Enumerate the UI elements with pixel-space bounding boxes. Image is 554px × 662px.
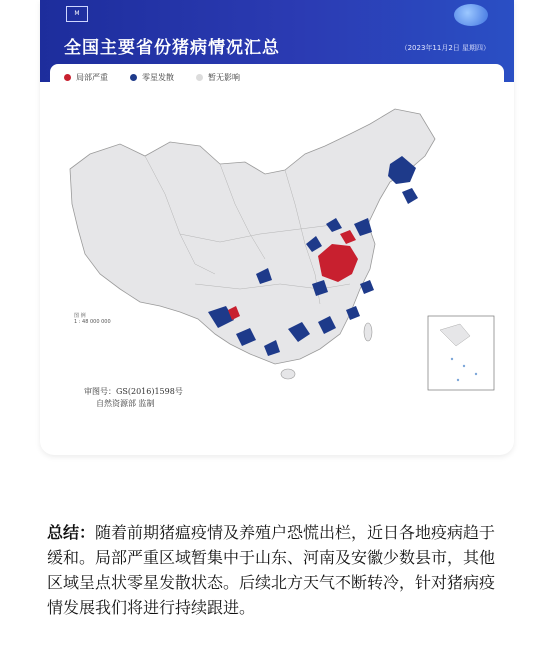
legend-label-none: 暂无影响 (208, 73, 240, 82)
map-approval-number: 审图号：GS(2016)1598号 (84, 387, 183, 396)
summary-text: 随着前期猪瘟疫情及养殖户恐慌出栏，近日各地疫病趋于缓和。局部严重区域暂集中于山东、河南及安徽少数县市，其他区域呈点状零星发散状态。后续北方天气不断转冷，针对猪病疫情发展我们将进行持续跟进。 (47, 523, 496, 617)
legend-swatch-none (196, 74, 203, 81)
legend-item-scattered (130, 72, 174, 83)
report-card (40, 0, 514, 455)
summary-label: 总结： (47, 523, 96, 542)
legend-item-none (196, 72, 240, 83)
page-title: 全国主要省份猪病情况汇总 (64, 38, 280, 58)
legend-item-severe (64, 72, 108, 83)
legend-swatch-scattered (130, 74, 137, 81)
map-legend (64, 72, 240, 83)
map-legend-title: 图 例 (74, 313, 86, 319)
map-panel (50, 64, 504, 416)
brand-logo: M (66, 6, 88, 22)
legend-swatch-severe (64, 74, 71, 81)
legend-label-scattered: 零星发散 (142, 73, 174, 82)
map-scale: 1 : 48 000 000 (74, 319, 111, 325)
summary-paragraph (47, 520, 507, 620)
china-outline (70, 109, 435, 364)
china-map (50, 84, 504, 394)
map-authority: 自然资源部 监制 (96, 399, 155, 408)
legend-label-severe: 局部严重 (76, 73, 108, 82)
scale-legend (74, 312, 111, 325)
brand-logo-circle (454, 4, 488, 26)
report-date: （2023年11月2日 星期四） (400, 44, 490, 52)
